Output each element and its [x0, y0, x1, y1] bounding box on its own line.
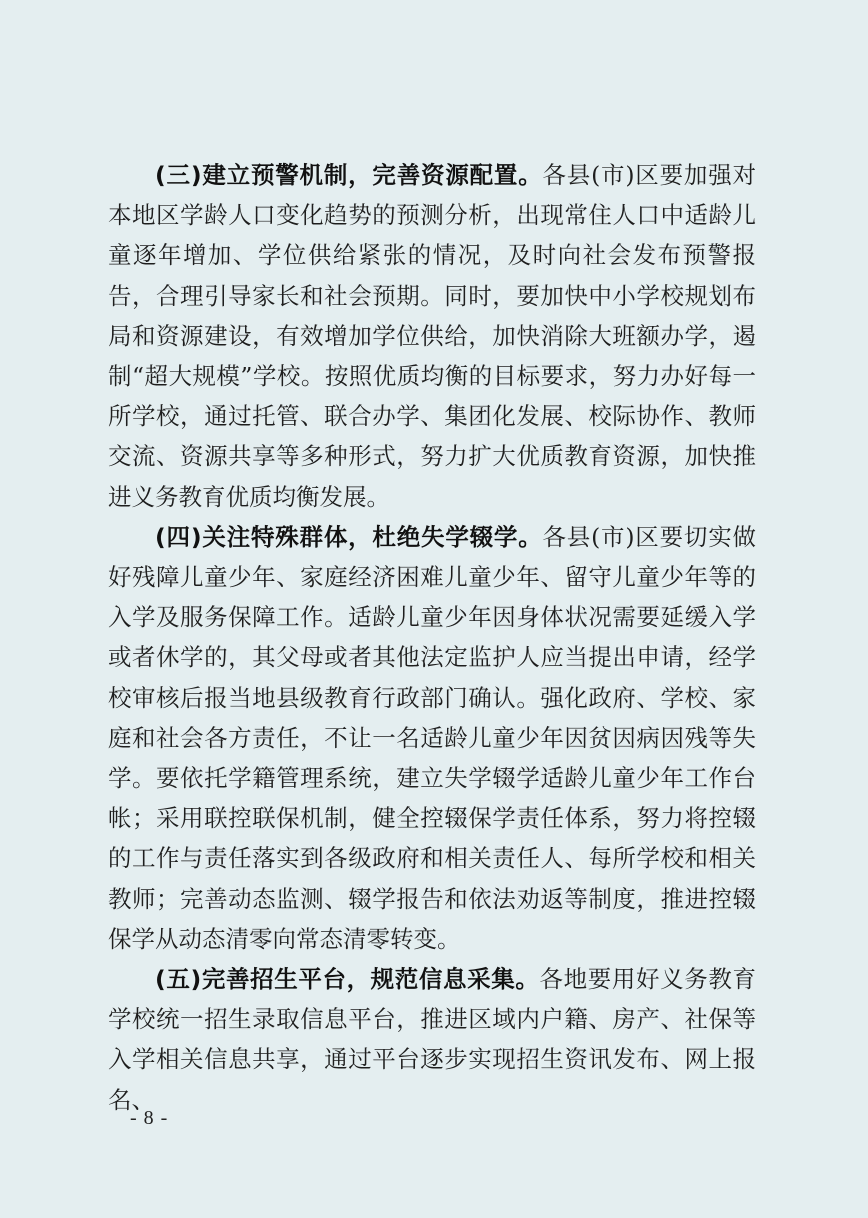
- document-body: [108, 155, 756, 1120]
- paragraph-section-3: [108, 155, 756, 517]
- section-3-body: 各县(市)区要加强对本地区学龄人口变化趋势的预测分析，出现常住人口中适龄儿童逐年增加、学位供给紧张的情况，及时向社会发布预警报告，合理引导家长和社会预期。同时，要加快中小学校规划布局和资源建设，有效增加学位供给，加快消除大班额办学，遏制“超大规模”学校。按照优质均衡的目标要求，努力办好每一所学校，通过托管、联合办学、集团化发展、校际协作、教师交流、资源共享等多种形式，努力扩大优质教育资源，加快推进义务教育优质均衡发展。: [108, 161, 756, 511]
- section-3-heading: (三)建立预警机制，完善资源配置。: [155, 161, 543, 189]
- section-5-heading: (五)完善招生平台，规范信息采集。: [155, 965, 540, 994]
- paragraph-section-5: [108, 959, 756, 1120]
- section-4-body: 各县(市)区要切实做好残障儿童少年、家庭经济困难儿童少年、留守儿童少年等的入学及服务保障工作。适龄儿童少年因身体状况需要延缓入学或者休学的，其父母或者其他法定监护人应当提出申请，经学校审核后报当地县级教育行政部门确认。强化政府、学校、家庭和社会各方责任，不让一名适龄儿童少年因贫因病因残等失学。要依托学籍管理系统，建立失学辍学适龄儿童少年工作台帐；采用联控联保机制，健全控辍保学责任体系，努力将控辍的工作与责任落实到各级政府和相关责任人、每所学校和相关教师；完善动态监测、辍学报告和依法劝返等制度，推进控辍保学从动态清零向常态清零转变。: [108, 522, 756, 953]
- paragraph-section-4: [108, 517, 756, 959]
- section-4-heading: (四)关注特殊群体，杜绝失学辍学。: [155, 522, 543, 551]
- section-5-body: 各地要用好义务教育学校统一招生录取信息平台，推进区域内户籍、房产、社保等入学相关信息共享，通过平台逐步实现招生资讯发布、网上报名、: [108, 965, 756, 1114]
- page-number: - 8 -: [130, 1107, 169, 1129]
